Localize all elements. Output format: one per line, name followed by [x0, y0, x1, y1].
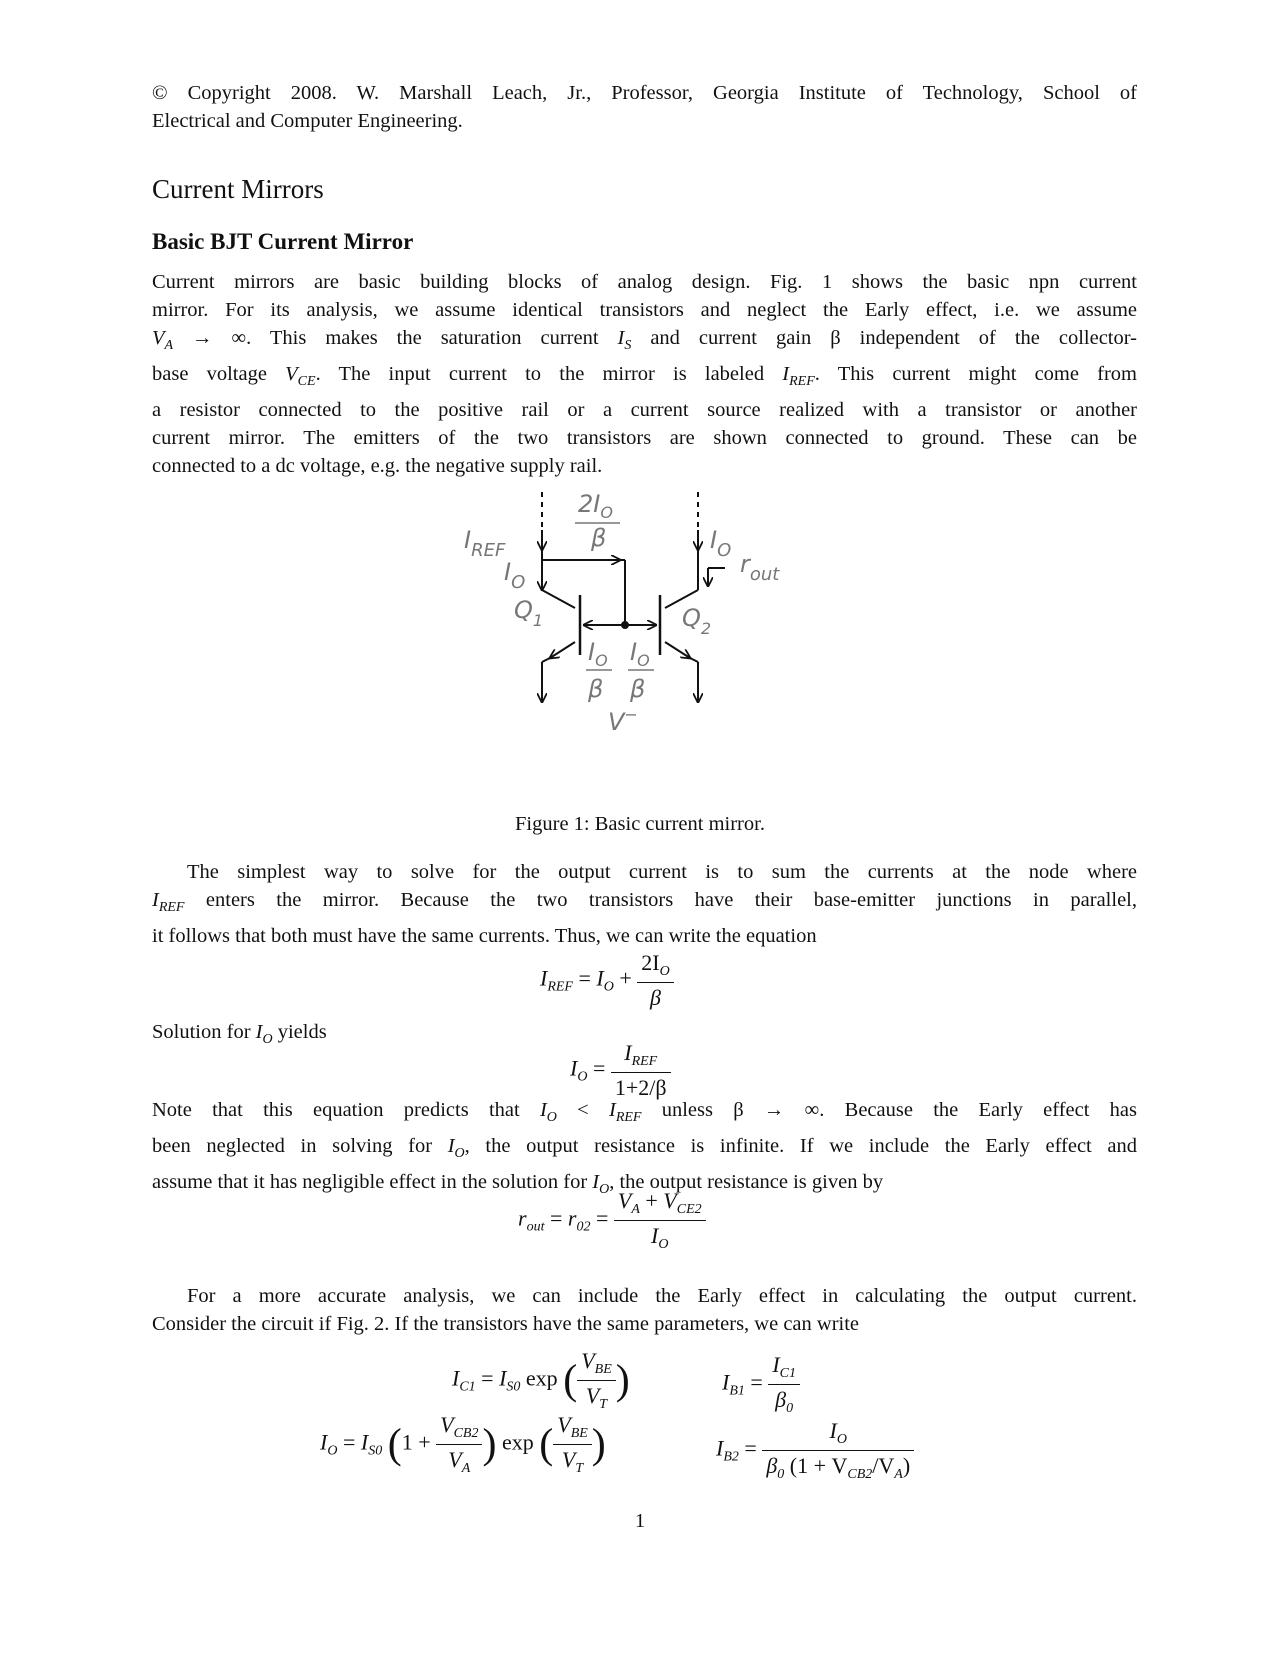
text-line: $I_{REF}$ enters the mirror. Because the two transistors have their base-emitter junctions in parallel,: [152, 889, 1137, 915]
equation-io: $I_O$ = $\frac{I_{REF}}{1+2/\beta}$: [570, 1040, 671, 1101]
paragraph-early-effect: [152, 1282, 1137, 1338]
text-line: For a more accurate analysis, we can include the Early effect in calculating the output current.: [187, 1285, 1137, 1307]
label-io-beta-right-den: β: [630, 675, 646, 703]
equation-iref: $I_{REF} = I_O$ + $\frac{2I_O}{\beta}$: [540, 950, 674, 1011]
text-line: connected to a dc voltage, e.g. the negative supply rail.: [152, 455, 603, 477]
label-q1: $Q_1$: [514, 596, 544, 630]
label-io-beta-right-num: $I_O$: [630, 638, 650, 670]
text-line: Note that this equation predicts that $I_O < I_{REF}$ unless β → ∞. Because the Early effect has: [152, 1099, 1137, 1125]
text-line: Current mirrors are basic building blocks of analog design. Fig. 1 shows the basic npn current: [152, 271, 1137, 293]
label-io-beta-left-den: β: [588, 675, 604, 703]
paragraph-intro: [152, 268, 1137, 480]
label-io-right: $I_O$: [710, 526, 732, 561]
text-line: Consider the circuit if Fig. 2. If the transistors have the same parameters, we can write: [152, 1313, 860, 1335]
text-line: mirror. For its analysis, we assume identical transistors and neglect the Early effect, i.e. we assume: [152, 299, 1137, 321]
text-line: The simplest way to solve for the output current is to sum the currents at the node where: [187, 861, 1137, 883]
label-beta-top: β: [591, 524, 607, 552]
copyright-notice: [152, 79, 1137, 135]
label-vminus: V−: [608, 705, 638, 736]
page-number: 1: [634, 1510, 646, 1532]
paragraph-node-analysis: [152, 858, 1137, 950]
label-q2: $Q_2$: [682, 604, 712, 638]
label-iref: $I_{REF}$: [464, 526, 506, 561]
page-title: Current Mirrors: [152, 174, 324, 204]
copyright-line-1: © Copyright 2008. W. Marshall Leach, Jr., Professor, Georgia Institute of Technology, School of: [152, 82, 1137, 104]
equation-ib2: $I_{B2}$ = $\frac{I_O}{\beta_0 (1 + V_{CB2}/V_A)}$: [716, 1418, 914, 1483]
equation-rout: $r_{out} = r_{02}$ = $\frac{V_A + V_{CE2}}{I_O}$: [518, 1188, 706, 1253]
text-line: it follows that both must have the same currents. Thus, we can write the equation: [152, 925, 817, 947]
text-line: a resistor connected to the positive rail or a current source realized with a transistor or another: [152, 399, 1137, 421]
equation-ic1: $I_{C1} = I_{S0}$ exp ( $\frac{V_{BE}}{V_T}$ ): [452, 1348, 630, 1412]
text-line: base voltage $V_{CE}$. The input current to the mirror is labeled $I_{REF}$. This current might come from: [152, 363, 1137, 389]
label-io-beta-left-num: $I_O$: [588, 638, 608, 670]
current-mirror-circuit-diagram: [460, 490, 820, 790]
figure-caption: Figure 1: Basic current mirror.: [515, 813, 765, 835]
equation-io-early: $I_O = I_{S0}$ (1 + $\frac{V_{CB2}}{V_A}$ ) exp ( $\frac{V_{BE}}{V_T}$ ): [320, 1412, 606, 1476]
equation-ib1: $I_{B1}$ = $\frac{I_{C1}}{\beta_0}$: [722, 1352, 800, 1417]
text-line: been neglected in solving for $I_O$, the output resistance is infinite. If we include the Early effect and: [152, 1135, 1137, 1161]
section-heading: Basic BJT Current Mirror: [152, 229, 414, 254]
label-io-left: $I_O$: [504, 558, 526, 593]
label-rout: $r_{out}$: [740, 550, 780, 585]
text-line: assume that it has negligible effect in the solution for $I_O$, the output resistance is given by: [152, 1171, 884, 1197]
text-line: $V_A$ → ∞. This makes the saturation current $I_S$ and current gain β independent of the collector-: [152, 327, 1137, 353]
label-2io: $2I_O$: [578, 490, 613, 522]
copyright-line-2: Electrical and Computer Engineering.: [152, 110, 463, 132]
text-line: current mirror. The emitters of the two transistors are shown connected to ground. These can be: [152, 427, 1137, 449]
solution-text: Solution for $I_O$ yields: [152, 1021, 327, 1047]
